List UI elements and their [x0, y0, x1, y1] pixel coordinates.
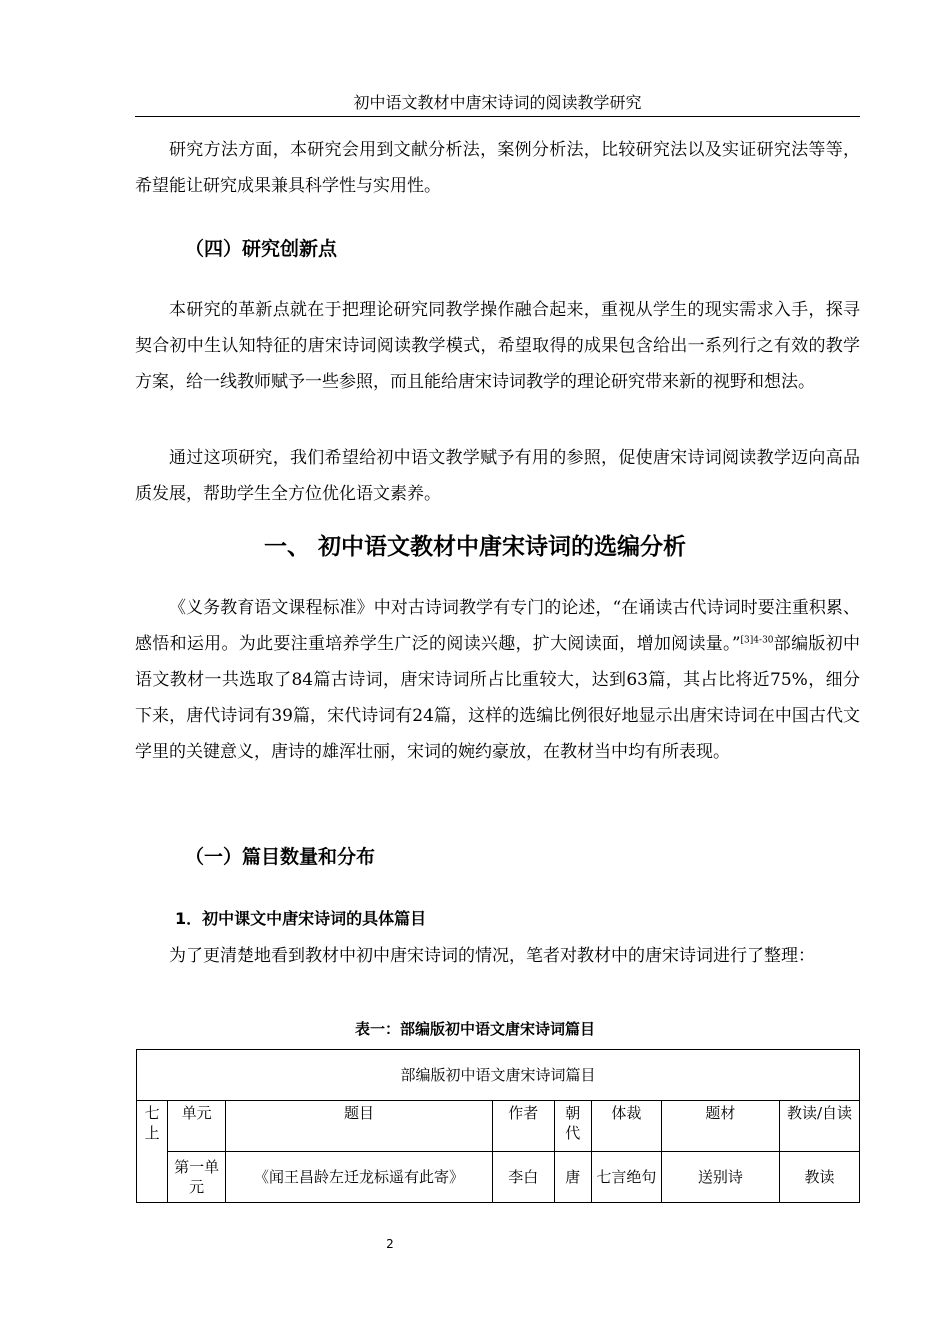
- paragraph-research-hope: 通过这项研究，我们希望给初中语文教学赋予有用的参照，促使唐宋诗词阅读教学迈向高品质发展，帮助学生全方位优化语文素养。: [135, 448, 860, 504]
- page-number: 2: [386, 1237, 394, 1251]
- table-header-theme: 题材: [661, 1101, 779, 1152]
- table-title-cell: 部编版初中语文唐宋诗词篇目: [137, 1050, 860, 1101]
- table-cell-genre: 七言绝句: [592, 1152, 662, 1203]
- table-cell-unit: 第一单元: [168, 1152, 226, 1203]
- paragraph-curriculum-standard: [135, 590, 860, 770]
- paragraph-text-after-citation: 部编版初中语文教材一共选取了84篇古诗词，唐宋诗词所占比重较大，达到63篇，其占比将近75%，细分下来，唐代诗词有39篇，宋代诗词有24篇，这样的选编比例很好地显示出唐宋诗词在中国古代文学里的关键意义，唐诗的雄浑壮丽，宋词的婉约豪放，在教材当中均有所表现。: [135, 634, 860, 762]
- section-heading-innovation: （四）研究创新点: [185, 238, 338, 260]
- page-header: 初中语文教材中唐宋诗词的阅读教学研究: [135, 92, 860, 117]
- subsection-heading-poem-list: 1．初中课文中唐宋诗词的具体篇目: [175, 909, 427, 928]
- table-cell-dynasty: 唐: [554, 1152, 591, 1203]
- paragraph-text-before-citation: 《义务教育语文课程标准》中对古诗词教学有专门的论述，“在诵读古代诗词时要注重积累、感悟和运用。为此要注重培养学生广泛的阅读兴趣，扩大阅读面，增加阅读量。”: [135, 598, 860, 654]
- table-cell-theme: 送别诗: [661, 1152, 779, 1203]
- table-cell-title: 《闻王昌龄左迁龙标遥有此寄》: [225, 1152, 492, 1203]
- table-header-reading-type: 教读/自读: [780, 1101, 860, 1152]
- table-caption: 表一：部编版初中语文唐宋诗词篇目: [354, 1020, 595, 1038]
- paragraph-table-intro: 为了更清楚地看到教材中初中唐宋诗词的情况，笔者对教材中的唐宋诗词进行了整理：: [169, 946, 815, 966]
- paragraph-research-methods: 研究方法方面，本研究会用到文献分析法，案例分析法，比较研究法以及实证研究法等等，希望能让研究成果兼具科学性与实用性。: [135, 140, 860, 196]
- table-cell-author: 李白: [492, 1152, 554, 1203]
- table-header-author: 作者: [492, 1101, 554, 1152]
- section-heading-quantity-distribution: （一）篇目数量和分布: [185, 846, 376, 868]
- table-cell-reading-type: 教读: [780, 1152, 860, 1203]
- grade-cell: 七上: [137, 1101, 168, 1203]
- table-header-title: 题目: [225, 1101, 492, 1152]
- chapter-heading: 一、 初中语文教材中唐宋诗词的选编分析: [263, 534, 686, 560]
- citation-marker: [3]4-30: [740, 635, 774, 646]
- table-header-genre: 体裁: [592, 1101, 662, 1152]
- table-header-unit: 单元: [168, 1101, 226, 1152]
- table-header-dynasty: 朝代: [554, 1101, 591, 1152]
- paragraph-innovation: 本研究的革新点就在于把理论研究同教学操作融合起来，重视从学生的现实需求入手，探寻契合初中生认知特征的唐宋诗词阅读教学模式，希望取得的成果包含给出一系列行之有效的教学方案，给一线教师赋予一些参照，而且能给唐宋诗词教学的理论研究带来新的视野和想法。: [135, 300, 860, 392]
- poem-table: [136, 1049, 860, 1203]
